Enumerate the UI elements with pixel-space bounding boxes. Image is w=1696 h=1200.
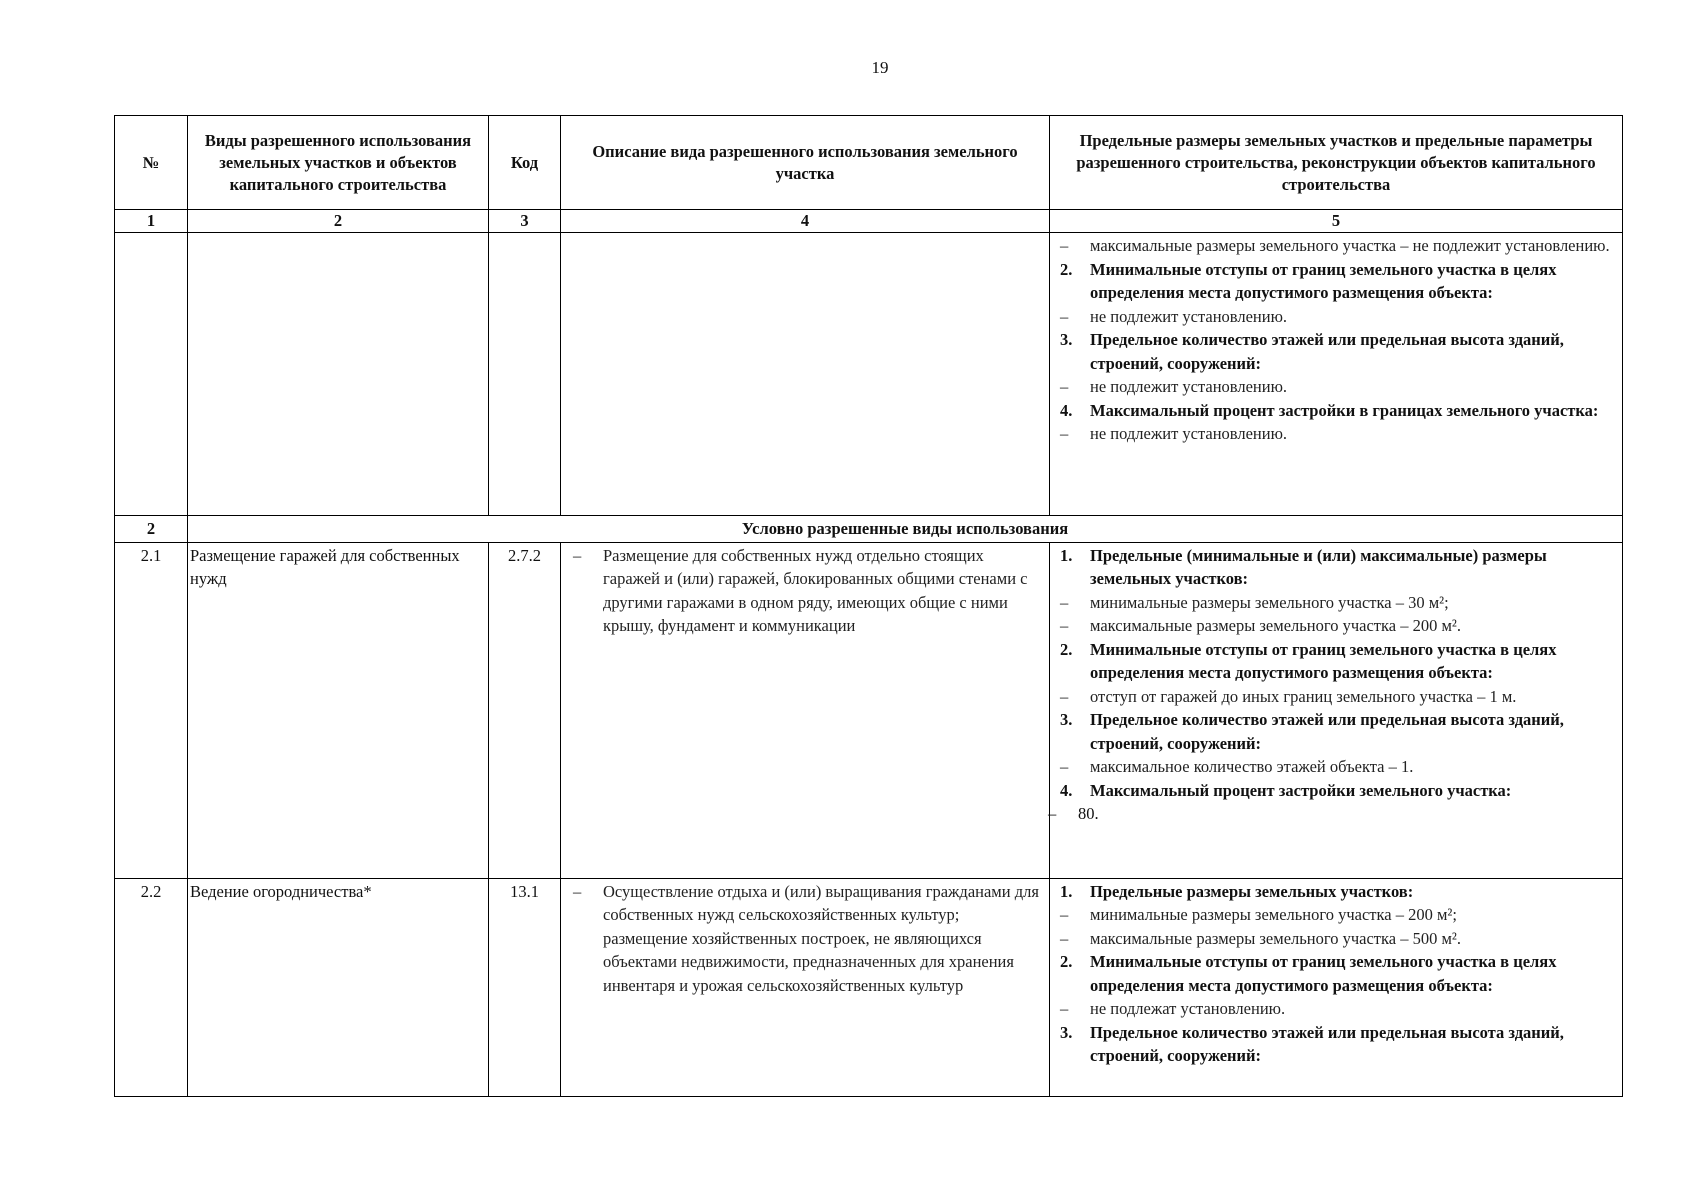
section-row — [115, 516, 1623, 543]
param-text: максимальные размеры земельного участка – 500 м². — [1090, 928, 1461, 948]
dash-mark: – — [573, 881, 582, 901]
param-item — [1060, 685, 1616, 709]
param-text: Предельное количество этажей или предельная высота зданий, строений, сооружений: — [1090, 1022, 1564, 1065]
param-heading — [1060, 544, 1616, 591]
row-use-type: Размещение гаражей для собственных нужд — [188, 542, 489, 878]
param-item — [1060, 755, 1616, 779]
param-item — [1060, 591, 1616, 615]
dash-mark: – — [1048, 804, 1057, 823]
row-description — [561, 542, 1050, 878]
row-number: 2.1 — [115, 542, 188, 878]
row-description — [561, 878, 1050, 1096]
row-params — [1050, 542, 1623, 878]
header-row — [115, 116, 1623, 210]
param-heading — [1060, 779, 1616, 803]
param-item — [1060, 422, 1616, 446]
item-number: 2. — [1060, 639, 1073, 659]
header-description: Описание вида разрешенного использования земельного участка — [561, 116, 1050, 210]
item-number: 1. — [1060, 881, 1073, 901]
header-code: Код — [489, 116, 561, 210]
row-code: 13.1 — [489, 878, 561, 1096]
item-number: 1. — [1060, 545, 1073, 565]
section-title: Условно разрешенные виды использования — [188, 516, 1623, 543]
param-text: Максимальный процент застройки в границах земельного участка: — [1090, 400, 1599, 420]
param-item — [1048, 802, 1616, 826]
column-number: 4 — [561, 210, 1050, 233]
param-text: Минимальные отступы от границ земельного участка в целях определения места допустимого размещения объекта: — [1090, 259, 1557, 302]
table-row — [115, 542, 1623, 878]
dash-mark: – — [573, 545, 582, 565]
param-text: не подлежит установлению. — [1090, 377, 1288, 396]
description-text: Осуществление отдыха и (или) выращивания гражданами для собственных нужд сельскохозяйственных культур; размещение хозяйственных построек, не являющихся объектами недвижимости, предназначенных для хранения инвентаря и урожая сельскохозяйственных культур — [603, 881, 1039, 995]
row-params — [1050, 878, 1623, 1096]
param-item — [1060, 614, 1616, 638]
param-heading — [1060, 950, 1616, 997]
param-heading — [1060, 258, 1616, 305]
continuation-row — [115, 233, 1623, 516]
param-text: минимальные размеры земельного участка – 30 м²; — [1090, 592, 1449, 612]
param-text: Предельное количество этажей или предельная высота зданий, строений, сооружений: — [1090, 710, 1564, 753]
continuation-params — [1050, 233, 1623, 516]
dash-mark: – — [1060, 999, 1069, 1018]
item-number: 4. — [1060, 400, 1073, 420]
param-text: Предельное количество этажей или предельная высота зданий, строений, сооружений: — [1090, 330, 1564, 373]
item-number: 3. — [1060, 330, 1073, 349]
param-text: не подлежит установлению. — [1090, 424, 1288, 443]
param-text: минимальные размеры земельного участка – 200 м²; — [1090, 905, 1457, 924]
param-item — [1060, 927, 1616, 951]
param-item — [1060, 375, 1616, 399]
dash-mark: – — [1060, 377, 1069, 396]
page-number: 19 — [871, 58, 889, 77]
dash-mark: – — [1060, 424, 1069, 443]
param-text: не подлежит установлению. — [1090, 306, 1288, 326]
param-text: отступ от гаражей до иных границ земельного участка – 1 м. — [1090, 686, 1517, 706]
dash-mark: – — [1060, 236, 1069, 255]
header-number: № — [115, 116, 188, 210]
header-parameters: Предельные размеры земельных участков и предельные параметры разрешенного строительства, реконструкции объектов капитального строительства — [1050, 116, 1623, 210]
param-heading — [1060, 638, 1616, 685]
item-number: 3. — [1060, 710, 1073, 729]
dash-mark: – — [1060, 592, 1069, 612]
dash-mark: – — [1060, 905, 1069, 924]
row-code: 2.7.2 — [489, 542, 561, 878]
param-heading — [1060, 708, 1616, 755]
param-text: максимальные размеры земельного участка – не подлежит установлению. — [1090, 236, 1610, 255]
dash-mark: – — [1060, 686, 1069, 706]
dash-mark: – — [1060, 306, 1069, 326]
section-number: 2 — [115, 516, 188, 543]
param-text: максимальные размеры земельного участка – 200 м². — [1090, 616, 1461, 635]
param-text: Предельные размеры земельных участков: — [1090, 881, 1414, 901]
param-text: не подлежат установлению. — [1090, 999, 1286, 1018]
column-number: 2 — [188, 210, 489, 233]
column-number: 3 — [489, 210, 561, 233]
param-text: Минимальные отступы от границ земельного участка в целях определения места допустимого размещения объекта: — [1090, 952, 1557, 995]
param-item — [1060, 903, 1616, 927]
param-item — [1060, 305, 1616, 329]
param-heading — [1060, 880, 1616, 904]
table-row — [115, 878, 1623, 1096]
item-number: 2. — [1060, 952, 1073, 971]
row-number: 2.2 — [115, 878, 188, 1096]
param-text: 80. — [1078, 804, 1099, 823]
header-use-type: Виды разрешенного использования земельных участков и объектов капитального строительства — [188, 116, 489, 210]
item-number: 4. — [1060, 780, 1073, 800]
column-number: 1 — [115, 210, 188, 233]
land-use-table — [114, 115, 1623, 1097]
description-text: Размещение для собственных нужд отдельно стоящих гаражей и (или) гаражей, блокированных общими стенами с другими гаражами в одном ряду, имеющих общие с ними крышу, фундамент и коммуникации — [603, 545, 1028, 635]
row-use-type: Ведение огородничества* — [188, 878, 489, 1096]
column-number: 5 — [1050, 210, 1623, 233]
param-text: максимальное количество этажей объекта – 1. — [1090, 757, 1414, 776]
param-heading — [1060, 1021, 1616, 1068]
dash-mark: – — [1060, 616, 1069, 635]
column-number-row — [115, 210, 1623, 233]
param-heading — [1060, 399, 1616, 423]
param-text: Минимальные отступы от границ земельного участка в целях определения места допустимого размещения объекта: — [1090, 639, 1557, 682]
dash-mark: – — [1060, 757, 1069, 776]
dash-mark: – — [1060, 928, 1069, 948]
param-heading — [1060, 328, 1616, 375]
param-item — [1060, 997, 1616, 1021]
param-text: Максимальный процент застройки земельного участка: — [1090, 780, 1512, 800]
param-item — [1060, 234, 1616, 258]
item-number: 2. — [1060, 259, 1073, 279]
item-number: 3. — [1060, 1022, 1073, 1042]
param-text: Предельные (минимальные и (или) максимальные) размеры земельных участков: — [1090, 545, 1547, 588]
